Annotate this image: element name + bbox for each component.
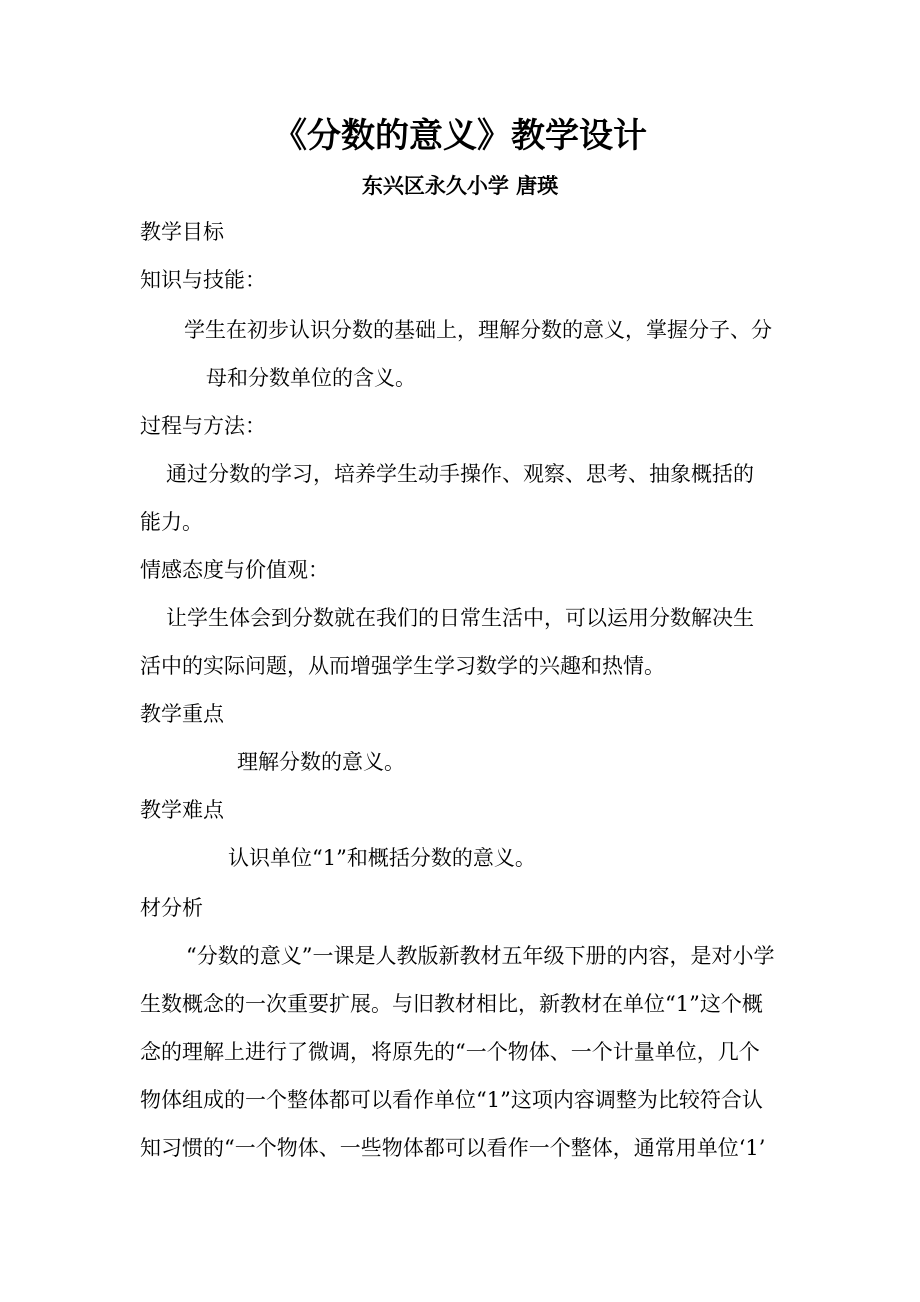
paragraph-line: 活中的实际问题，从而增强学生学习数学的兴趣和热情。	[140, 654, 665, 678]
difficulty-text: 认识单位“1”和概括分数的意义。	[228, 846, 536, 870]
paragraph-line: 能力。	[140, 510, 203, 534]
document-author: 东兴区永久小学 唐瑛	[361, 173, 559, 198]
heading-key-points: 教学重点	[140, 702, 224, 726]
paragraph-line: “分数的意义”一课是人教版新教材五年级下册的内容，是对小学	[186, 944, 775, 968]
paragraph-line: 生数概念的一次重要扩展。与旧教材相比，新教材在单位“1”这个概	[140, 992, 763, 1016]
document-title: 《分数的意义》教学设计	[273, 116, 647, 156]
key-point-text: 理解分数的意义。	[237, 750, 405, 774]
paragraph-line: 通过分数的学习，培养学生动手操作、观察、思考、抽象概括的	[166, 462, 754, 486]
heading-difficulties: 教学难点	[140, 798, 224, 822]
subheading-attitude-values: 情感态度与价值观：	[140, 558, 329, 582]
subheading-knowledge-skills: 知识与技能：	[140, 268, 266, 292]
paragraph-line: 学生在初步认识分数的基础上，理解分数的意义，掌握分子、分	[184, 318, 772, 342]
heading-material-analysis: 材分析	[140, 896, 203, 920]
paragraph-line: 物体组成的一个整体都可以看作单位“1”这项内容调整为比较符合认	[140, 1088, 763, 1112]
paragraph-line: 让学生体会到分数就在我们的日常生活中，可以运用分数解决生	[166, 606, 754, 630]
paragraph-line: 母和分数单位的含义。	[206, 366, 416, 390]
subheading-process-method: 过程与方法：	[140, 414, 266, 438]
paragraph-line: 念的理解上进行了微调，将原先的“一个物体、一个计量单位，几个	[140, 1040, 760, 1064]
paragraph-line: 知习惯的“一个物体、一些物体都可以看作一个整体，通常用单位‘1’	[140, 1136, 766, 1160]
heading-teaching-goals: 教学目标	[140, 220, 224, 244]
